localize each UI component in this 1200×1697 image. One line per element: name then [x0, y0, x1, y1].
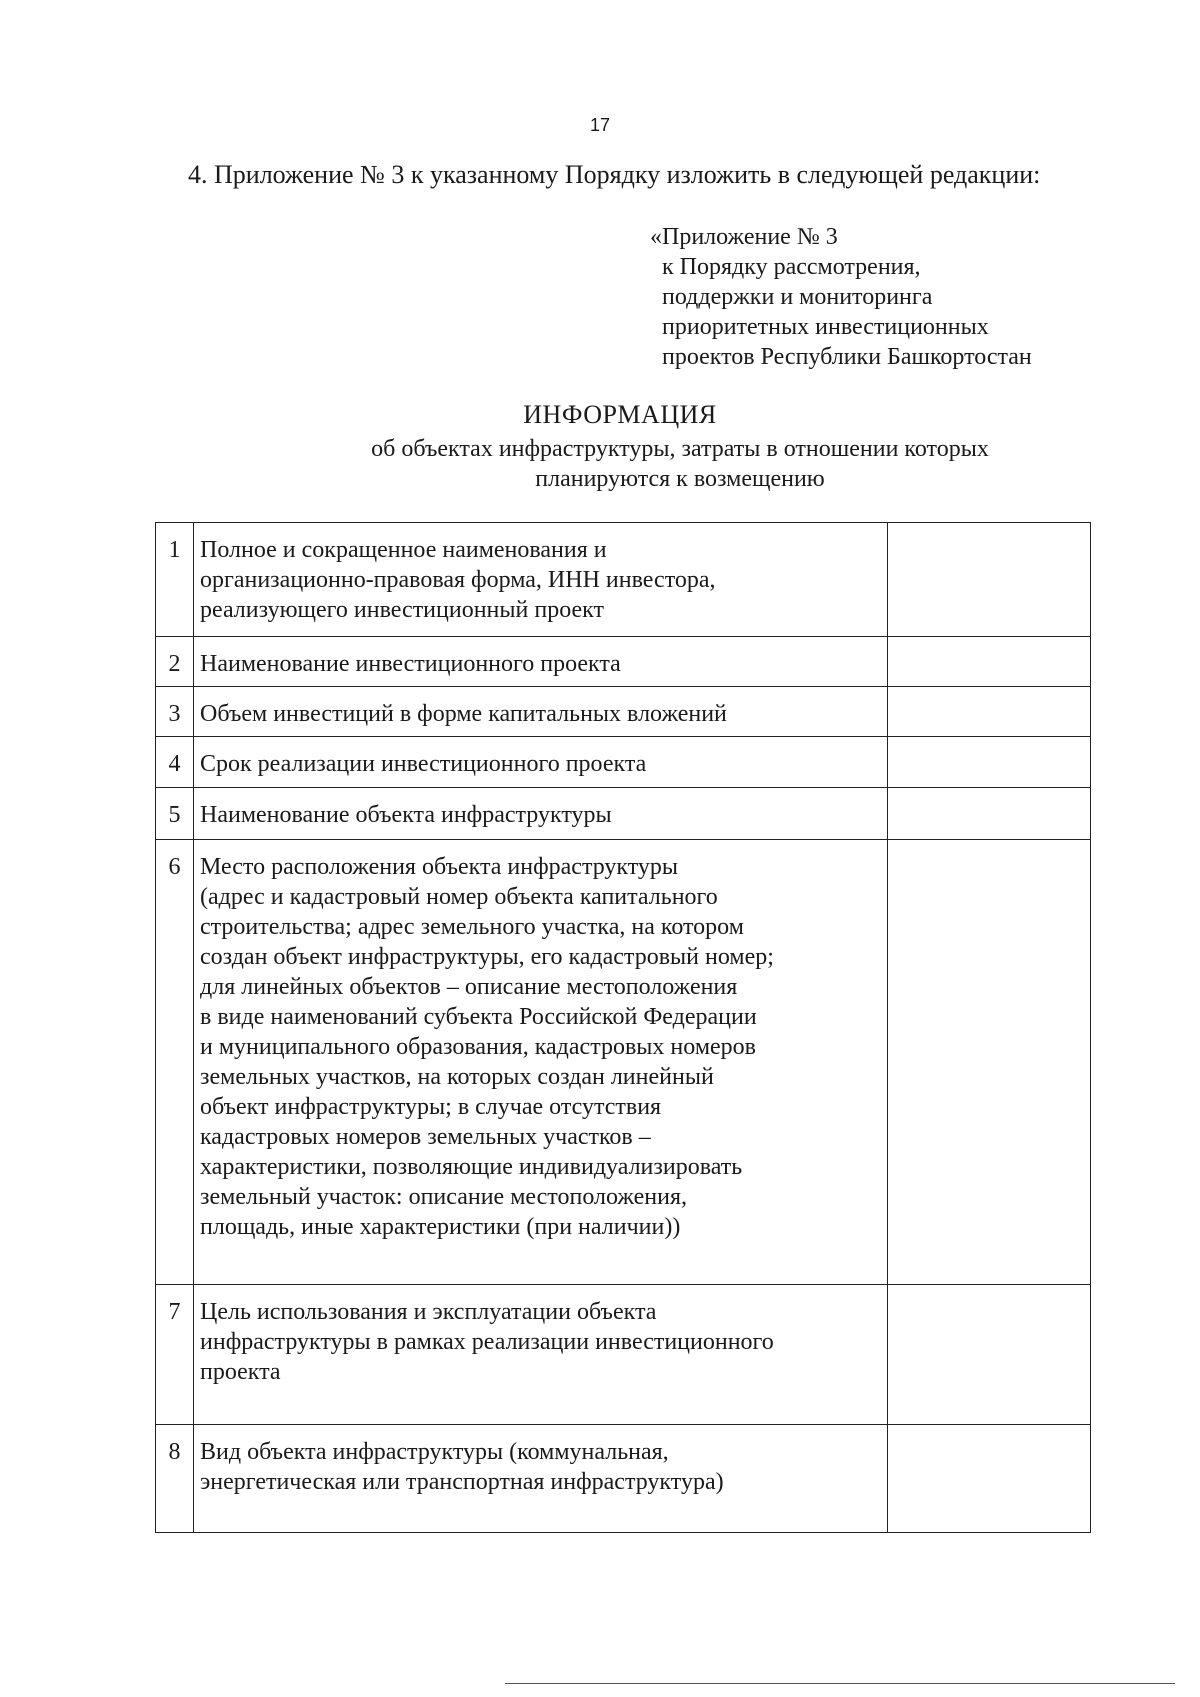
row-description	[194, 687, 888, 737]
description-line: земельный участок: описание местоположения,	[200, 1184, 688, 1210]
row-number: 3	[156, 687, 194, 737]
description-line: земельных участков, на которых создан линейный	[200, 1064, 714, 1090]
appendix-reference	[650, 222, 1130, 372]
document-title: ИНФОРМАЦИЯ	[523, 400, 717, 429]
row-number: 7	[156, 1285, 194, 1425]
row-value-cell	[888, 788, 1091, 840]
description-line: в виде наименований субъекта Российской Федерации	[200, 1004, 757, 1030]
subtitle-line: планируются к возмещению	[535, 466, 825, 492]
row-number: 1	[156, 523, 194, 637]
row-value-cell	[888, 737, 1091, 788]
description-line: Объем инвестиций в форме капитальных вложений	[200, 701, 727, 727]
table-row	[156, 1425, 1091, 1533]
row-value-cell	[888, 637, 1091, 687]
appendix-ref-line: поддержки и мониторинга	[662, 284, 933, 310]
row-description	[194, 1285, 888, 1425]
table-row	[156, 737, 1091, 788]
row-value-cell	[888, 523, 1091, 637]
description-line: Наименование объекта инфраструктуры	[200, 802, 612, 828]
table-row	[156, 637, 1091, 687]
table-row	[156, 840, 1091, 1285]
row-description	[194, 1425, 888, 1533]
page-number: 17	[589, 115, 611, 135]
appendix-ref-line: приоритетных инвестиционных	[662, 314, 989, 340]
description-line: (адрес и кадастровый номер объекта капитального	[200, 884, 718, 910]
row-value-cell	[888, 687, 1091, 737]
information-table	[155, 522, 1091, 1533]
description-line: площадь, иные характеристики (при наличии))	[200, 1214, 681, 1240]
appendix-ref-line: «Приложение № 3	[650, 224, 838, 250]
description-line: организационно-правовая форма, ИНН инвестора,	[200, 567, 716, 593]
description-line: объект инфраструктуры; в случае отсутствия	[200, 1094, 662, 1120]
row-number: 8	[156, 1425, 194, 1533]
description-line: Место расположения объекта инфраструктуры	[200, 854, 679, 880]
description-line: Срок реализации инвестиционного проекта	[200, 751, 647, 777]
table-row	[156, 788, 1091, 840]
description-line: Полное и сокращенное наименования и	[200, 537, 607, 563]
row-value-cell	[888, 1285, 1091, 1425]
description-line: Вид объекта инфраструктуры (коммунальная,	[200, 1439, 669, 1465]
table-row	[156, 523, 1091, 637]
table-row	[156, 687, 1091, 737]
description-line: для линейных объектов – описание местоположения	[200, 974, 738, 1000]
description-line: реализующего инвестиционный проект	[200, 597, 604, 623]
description-line: проекта	[200, 1359, 281, 1385]
description-line: характеристики, позволяющие индивидуализировать	[200, 1154, 743, 1180]
description-line: и муниципального образования, кадастровых номеров	[200, 1034, 756, 1060]
row-number: 5	[156, 788, 194, 840]
row-description	[194, 840, 888, 1285]
row-description	[194, 637, 888, 687]
description-line: создан объект инфраструктуры, его кадастровый номер;	[200, 944, 774, 970]
description-line: Цель использования и эксплуатации объекта	[200, 1299, 657, 1325]
description-line: Наименование инвестиционного проекта	[200, 651, 621, 677]
description-line: энергетическая или транспортная инфраструктура)	[200, 1469, 724, 1495]
row-number: 4	[156, 737, 194, 788]
row-description	[194, 737, 888, 788]
appendix-ref-line: к Порядку рассмотрения,	[662, 254, 921, 280]
row-number: 6	[156, 840, 194, 1285]
description-line: инфраструктуры в рамках реализации инвестиционного	[200, 1329, 774, 1355]
row-description	[194, 523, 888, 637]
intro-paragraph: 4. Приложение № 3 к указанному Порядку изложить в следующей редакции:	[188, 160, 1041, 189]
description-line: строительства; адрес земельного участка, на котором	[200, 914, 744, 940]
row-description	[194, 788, 888, 840]
appendix-ref-line: проектов Республики Башкортостан	[662, 344, 1032, 370]
row-value-cell	[888, 840, 1091, 1285]
description-line: кадастровых номеров земельных участков –	[200, 1124, 651, 1150]
row-number: 2	[156, 637, 194, 687]
document-subtitle	[160, 434, 1200, 494]
subtitle-line: об объектах инфраструктуры, затраты в отношении которых	[371, 436, 989, 462]
row-value-cell	[888, 1425, 1091, 1533]
footer-rule	[505, 1683, 1175, 1684]
table-row	[156, 1285, 1091, 1425]
